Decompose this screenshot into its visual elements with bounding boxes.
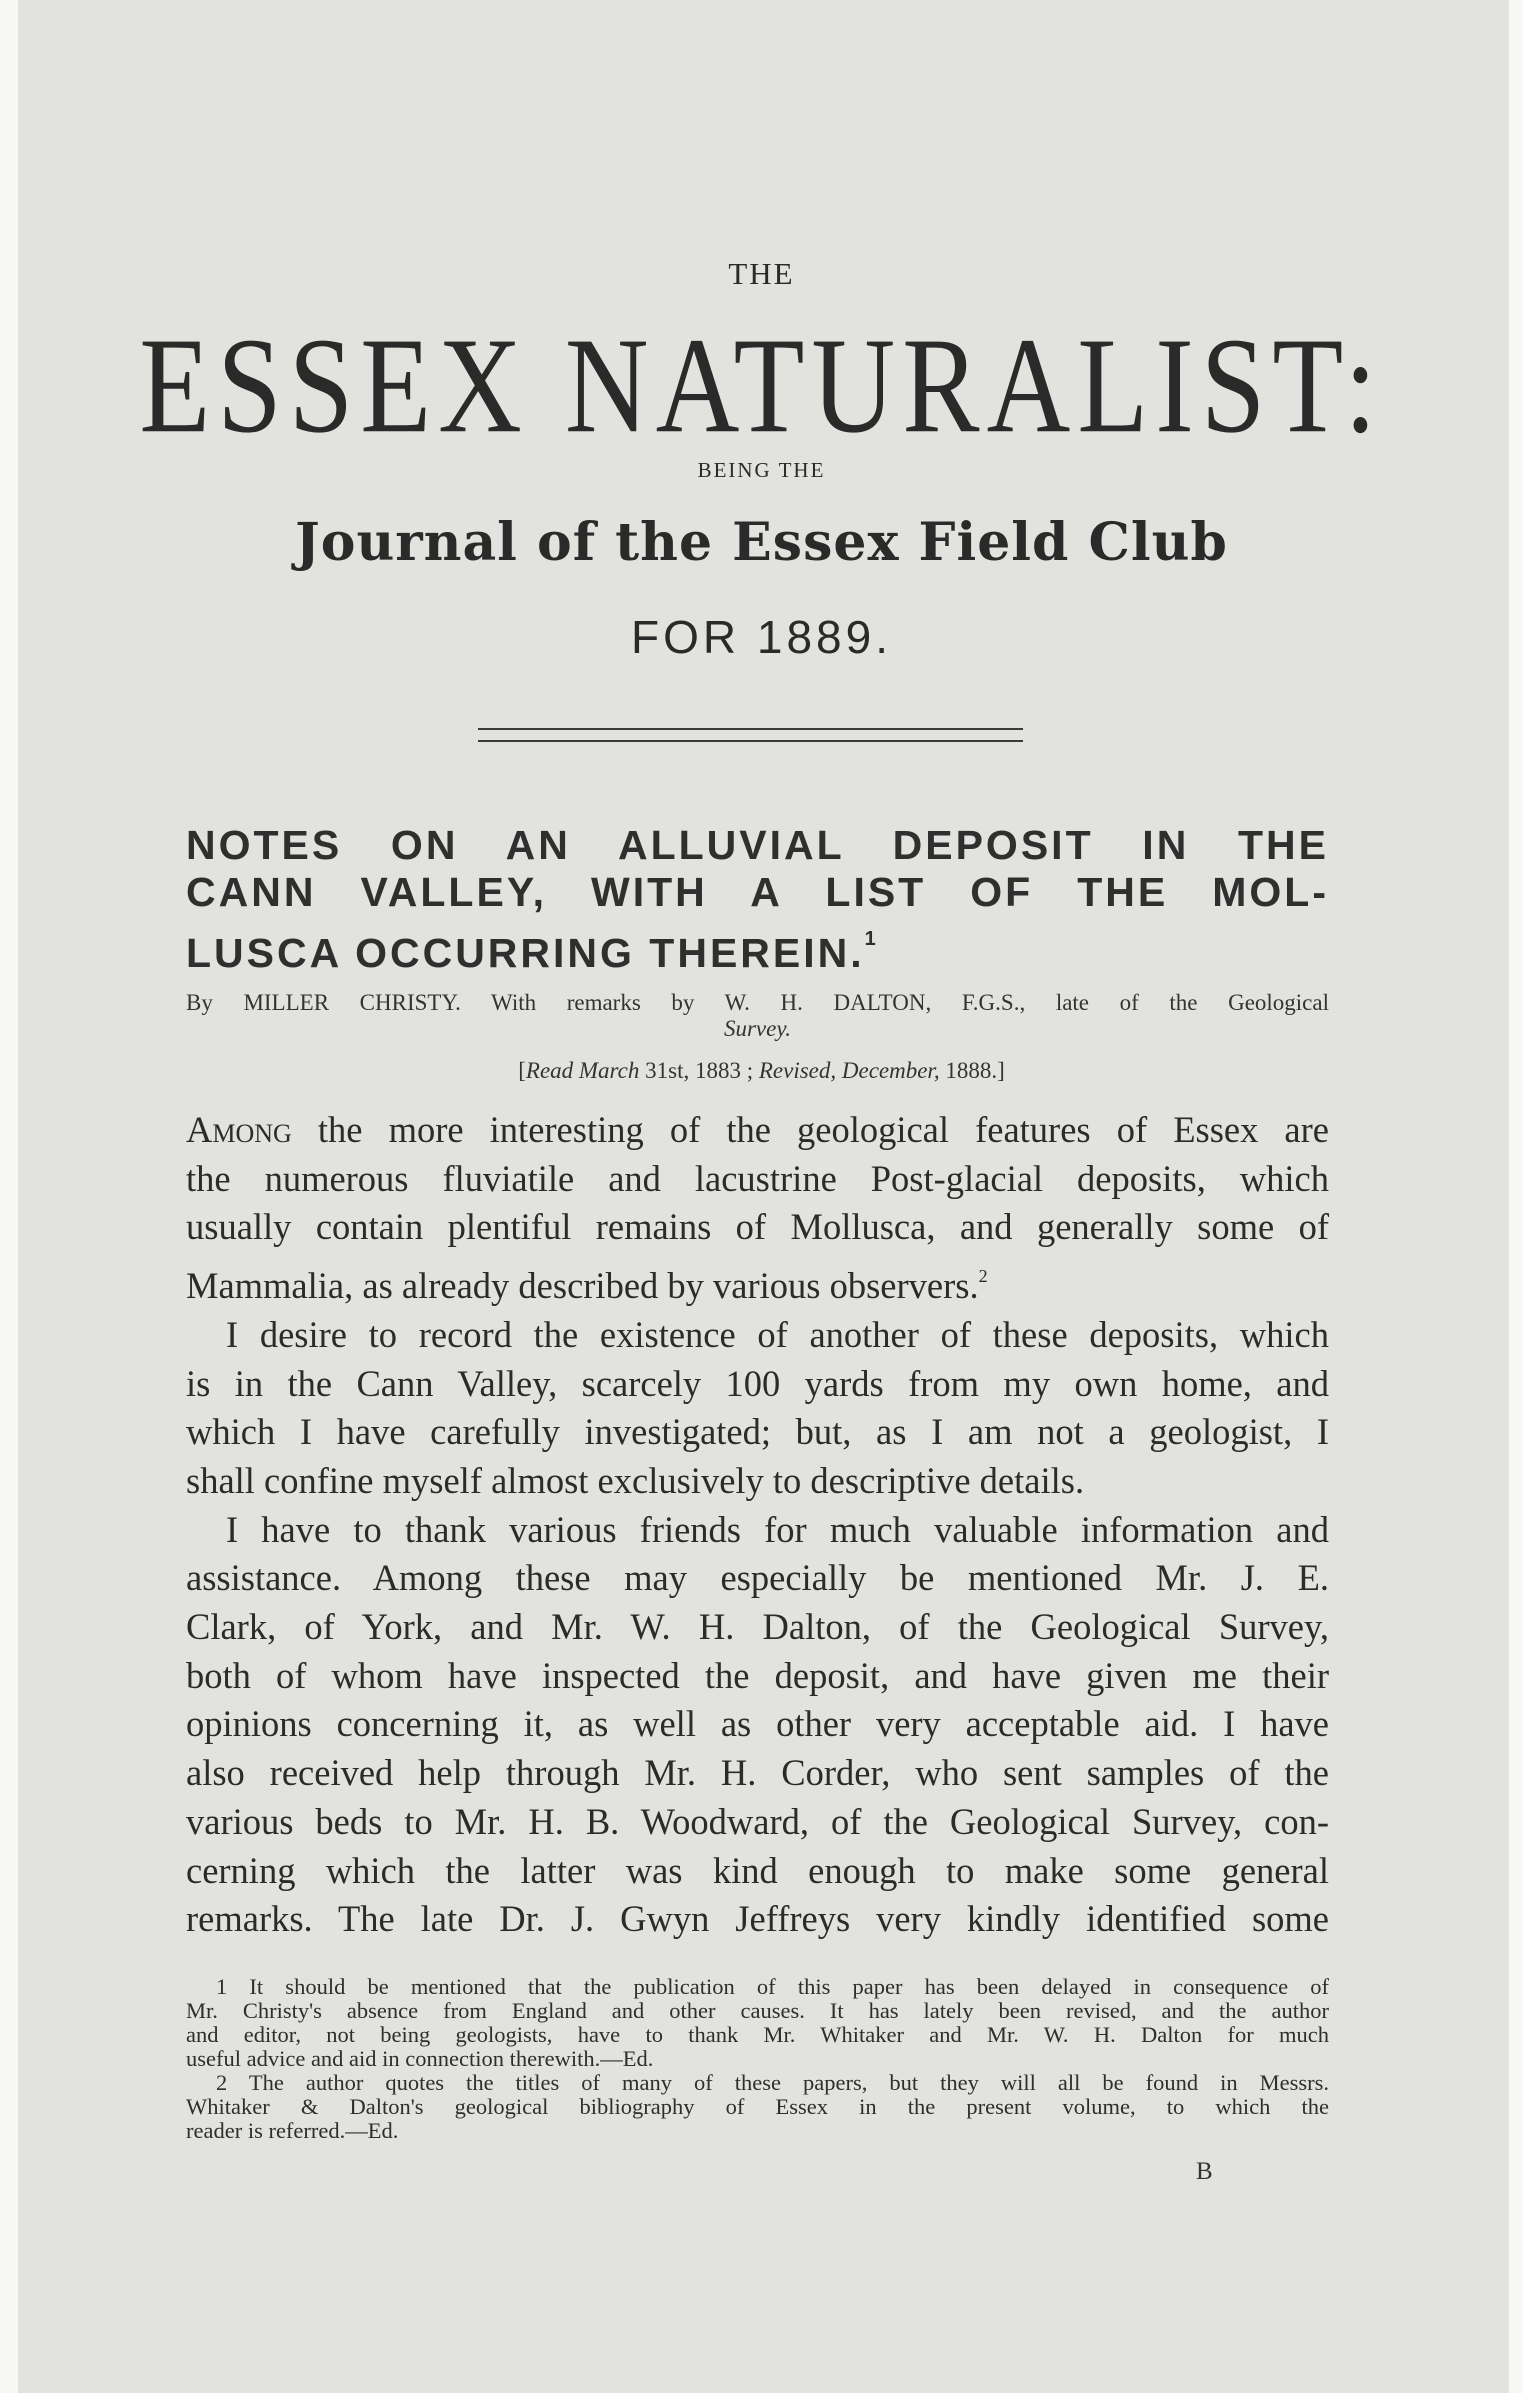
footnotes <box>186 1975 1329 2143</box>
text-line: also received help through Mr. H. Corder, who sent samples of the <box>186 1752 1329 1794</box>
being-the-label: BEING THE <box>697 458 826 482</box>
text-line: opinions concerning it, as well as other very acceptable aid. I have <box>186 1703 1329 1745</box>
the-label: THE <box>728 256 795 291</box>
text-line: various beds to Mr. H. B. Woodward, of the Geological Survey, con- <box>186 1800 1329 1842</box>
article-title-line: LUSCA OCCURRING THEREIN.$^1$ <box>186 928 876 976</box>
paragraph <box>186 1106 1329 1311</box>
footnote-ref: 2 <box>978 1266 988 1287</box>
byline-line: Survey. <box>723 1016 792 1041</box>
footnote-ref: 1 <box>864 928 876 950</box>
article-title <box>186 822 1329 977</box>
footnote-1 <box>186 1975 1329 2071</box>
text-line: I desire to record the existence of another of these deposits, which <box>226 1313 1329 1355</box>
footnote-line: 1 It should be mentioned that the publication of this paper has been delayed in consequence of <box>216 1974 1329 1999</box>
text-line: Mammalia, as already described by various observers.$^2$ <box>186 1265 988 1307</box>
byline-line: By MILLER CHRISTY. With remarks by W. H. DALTON, F.G.S., late of the Geological <box>186 990 1329 1015</box>
footnote-line: reader is referred.—Ed. <box>186 2118 399 2143</box>
text-line: I have to thank various friends for much valuable information and <box>226 1508 1329 1550</box>
text-line: Clark, of York, and Mr. W. H. Dalton, of the Geological Survey, <box>186 1606 1329 1648</box>
footnote-line: Whitaker & Dalton's geological bibliography of Essex in the present volume, to which the <box>186 2094 1329 2119</box>
text-line: usually contain plentiful remains of Mollusca, and generally some of <box>186 1206 1329 1248</box>
year-line: FOR 1889. <box>631 611 892 663</box>
text-line: the numerous fluviatile and lacustrine Post-glacial deposits, which <box>186 1157 1329 1199</box>
footnote-line: Mr. Christy's absence from England and other causes. It has lately been revised, and the author <box>186 1998 1329 2023</box>
text-line: cerning which the latter was kind enough to make some general <box>186 1849 1329 1891</box>
read-date-line: [Read March 31st, 1883 ; Revised, December, 1888.] <box>518 1058 1005 1083</box>
article-title-line: NOTES ON AN ALLUVIAL DEPOSIT IN THE <box>186 822 1329 868</box>
double-rule-top <box>478 728 1023 730</box>
paragraph <box>186 1311 1329 1506</box>
footnote-line: useful advice and aid in connection therewith.—Ed. <box>186 2046 654 2071</box>
footnote-line: and editor, not being geologists, have to thank Mr. Whitaker and Mr. W. H. Dalton for much <box>186 2022 1329 2047</box>
text-line: is in the Cann Valley, scarcely 100 yards from my own home, and <box>186 1362 1329 1404</box>
signature-mark: B <box>1196 2158 1213 2185</box>
double-rule-bottom <box>478 740 1023 742</box>
text-line: shall confine myself almost exclusively to descriptive details. <box>186 1459 1085 1501</box>
article-body <box>186 1106 1329 1944</box>
paragraph <box>186 1506 1329 1944</box>
text-line: assistance. Among these may especially be mentioned Mr. J. E. <box>186 1557 1329 1599</box>
article-title-line: CANN VALLEY, WITH A LIST OF THE MOL- <box>186 869 1329 915</box>
text-line: Among the more interesting of the geological features of Essex are <box>186 1109 1329 1150</box>
text-line: both of whom have inspected the deposit, and have given me their <box>186 1654 1329 1696</box>
journal-title: Journal of the Essex Field Club <box>295 512 1228 573</box>
footnote-2 <box>186 2071 1329 2143</box>
footnote-line: 2 The author quotes the titles of many of these papers, but they will all be found in Messrs. <box>216 2070 1329 2095</box>
text-line: which I have carefully investigated; but, as I am not a geologist, I <box>186 1411 1329 1453</box>
byline <box>186 990 1329 1042</box>
publication-title: ESSEX NATURALIST: <box>139 310 1384 462</box>
text-line: remarks. The late Dr. J. Gwyn Jeffreys very kindly identified some <box>186 1898 1329 1940</box>
